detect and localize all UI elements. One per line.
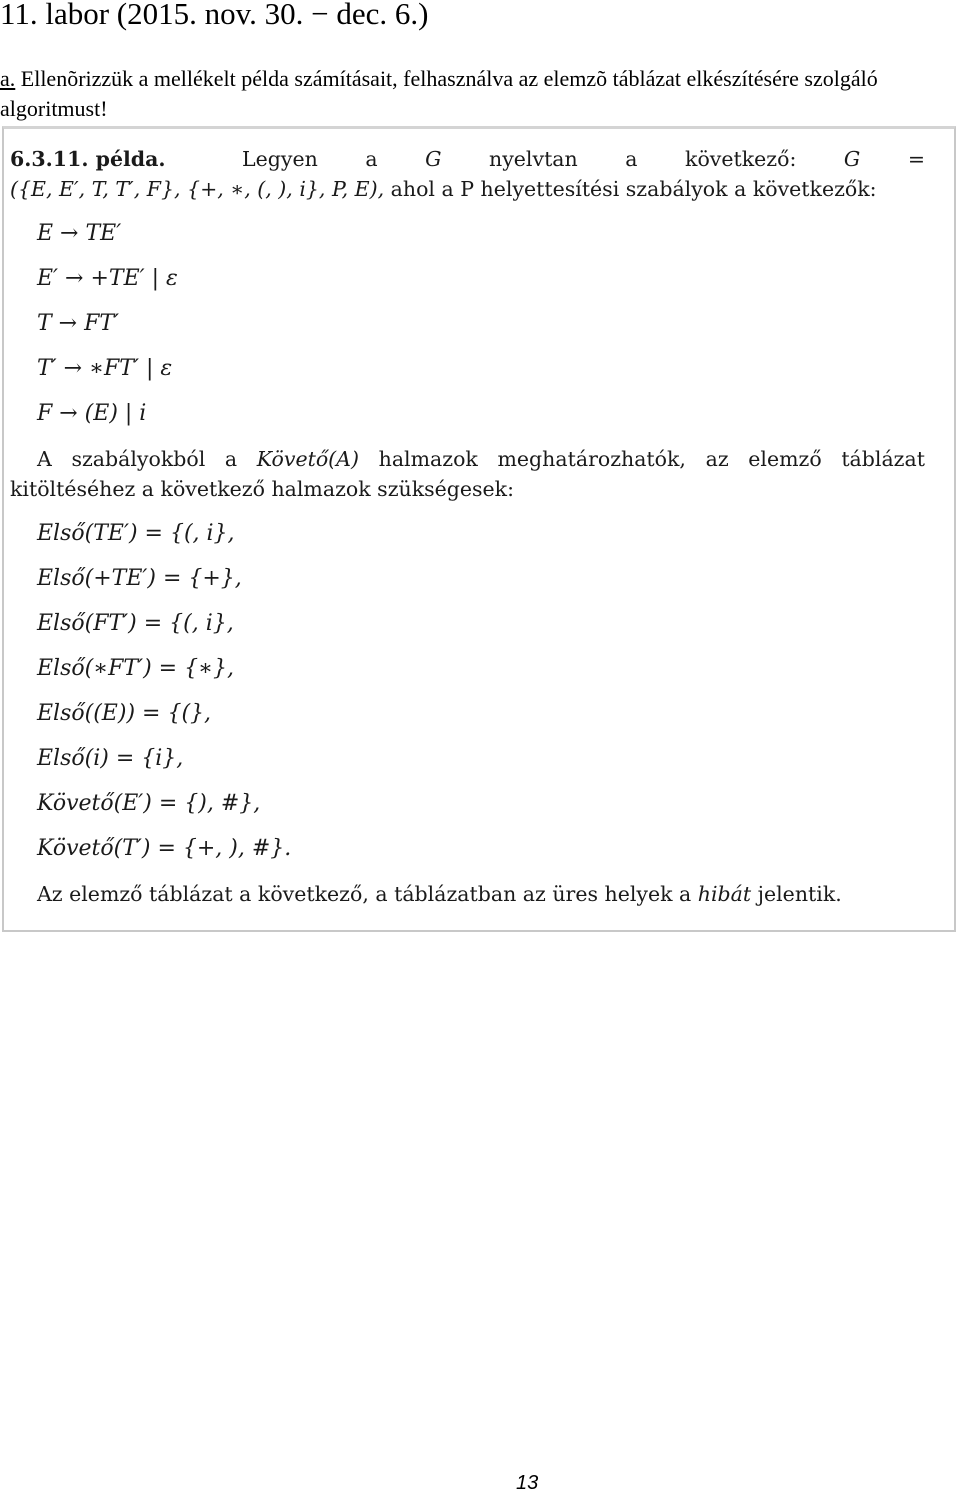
follow-intro-word: az [705, 447, 729, 471]
closing-pre: Az elemző táblázat a következő, a táblázatban az üres helyek a [37, 882, 698, 906]
production-rule: T′ → ∗FT′ | ε [37, 356, 173, 381]
textbook-excerpt [2, 126, 956, 932]
intro-word: a [365, 147, 378, 171]
example-label: 6.3.11. példa. [10, 147, 166, 171]
follow-intro-line [37, 447, 925, 471]
closing-emphasis: hibát [697, 882, 752, 906]
follow-intro-word: a [224, 447, 238, 471]
closing-sentence [37, 882, 842, 906]
grammar-tail: ahol a P helyettesítési szabályok a következők: [390, 177, 877, 201]
production-rule: T → FT′ [37, 311, 120, 336]
intro-word: G [843, 147, 861, 171]
first-set: Első(TE′) = {(, i}, [37, 521, 235, 546]
first-set: Első((E)) = {(}, [37, 701, 212, 726]
production-rule: E → TE′ [37, 221, 122, 246]
follow-intro-word: meghatározhatók, [497, 447, 686, 471]
follow-intro-word: elemző [748, 447, 822, 471]
task-text [0, 64, 955, 124]
first-set: Első(+TE′) = {+}, [37, 566, 242, 591]
task-body: Ellenõrizzük a mellékelt példa számításait, felhasználva az elemzõ táblázat elkészítésére szolgáló algoritmust! [0, 66, 878, 121]
intro-word: Legyen [242, 147, 318, 171]
production-rule: F → (E) | i [37, 401, 147, 426]
intro-word: nyelvtan [489, 147, 578, 171]
follow-intro-word: A [37, 447, 52, 471]
page-title: 11. labor (2015. nov. 30. − dec. 6.) [0, 0, 429, 31]
task-marker: a. [0, 66, 16, 91]
first-set: Első(i) = {i}, [37, 746, 184, 771]
intro-line [242, 147, 925, 171]
follow-intro-word: táblázat [841, 447, 925, 471]
grammar-tuple: ({E, E′, T, T′, F}, {+, ∗, (, ), i}, P, E), [10, 177, 385, 201]
intro-word: következő: [685, 147, 797, 171]
follow-intro-word: szabályokból [71, 447, 206, 471]
intro-word: G [425, 147, 442, 171]
follow-intro-word: Követő(A) [256, 447, 359, 471]
intro-word: a [625, 147, 638, 171]
first-set: Első(FT′) = {(, i}, [37, 611, 234, 636]
page-number: 13 [516, 1472, 539, 1494]
follow-intro-line-2: kitöltéséhez a következő halmazok szükségesek: [10, 477, 515, 501]
production-rule: E′ → +TE′ | ε [37, 266, 178, 291]
intro-word: = [907, 147, 925, 171]
follow-intro-word: halmazok [378, 447, 478, 471]
follow-set: Követő(T′) = {+, ), #}. [37, 836, 292, 861]
grammar-definition [10, 177, 877, 201]
follow-set: Követő(E′) = {), #}, [37, 791, 261, 816]
closing-post: jelentik. [751, 882, 842, 906]
first-set: Első(∗FT′) = {∗}, [37, 656, 235, 681]
